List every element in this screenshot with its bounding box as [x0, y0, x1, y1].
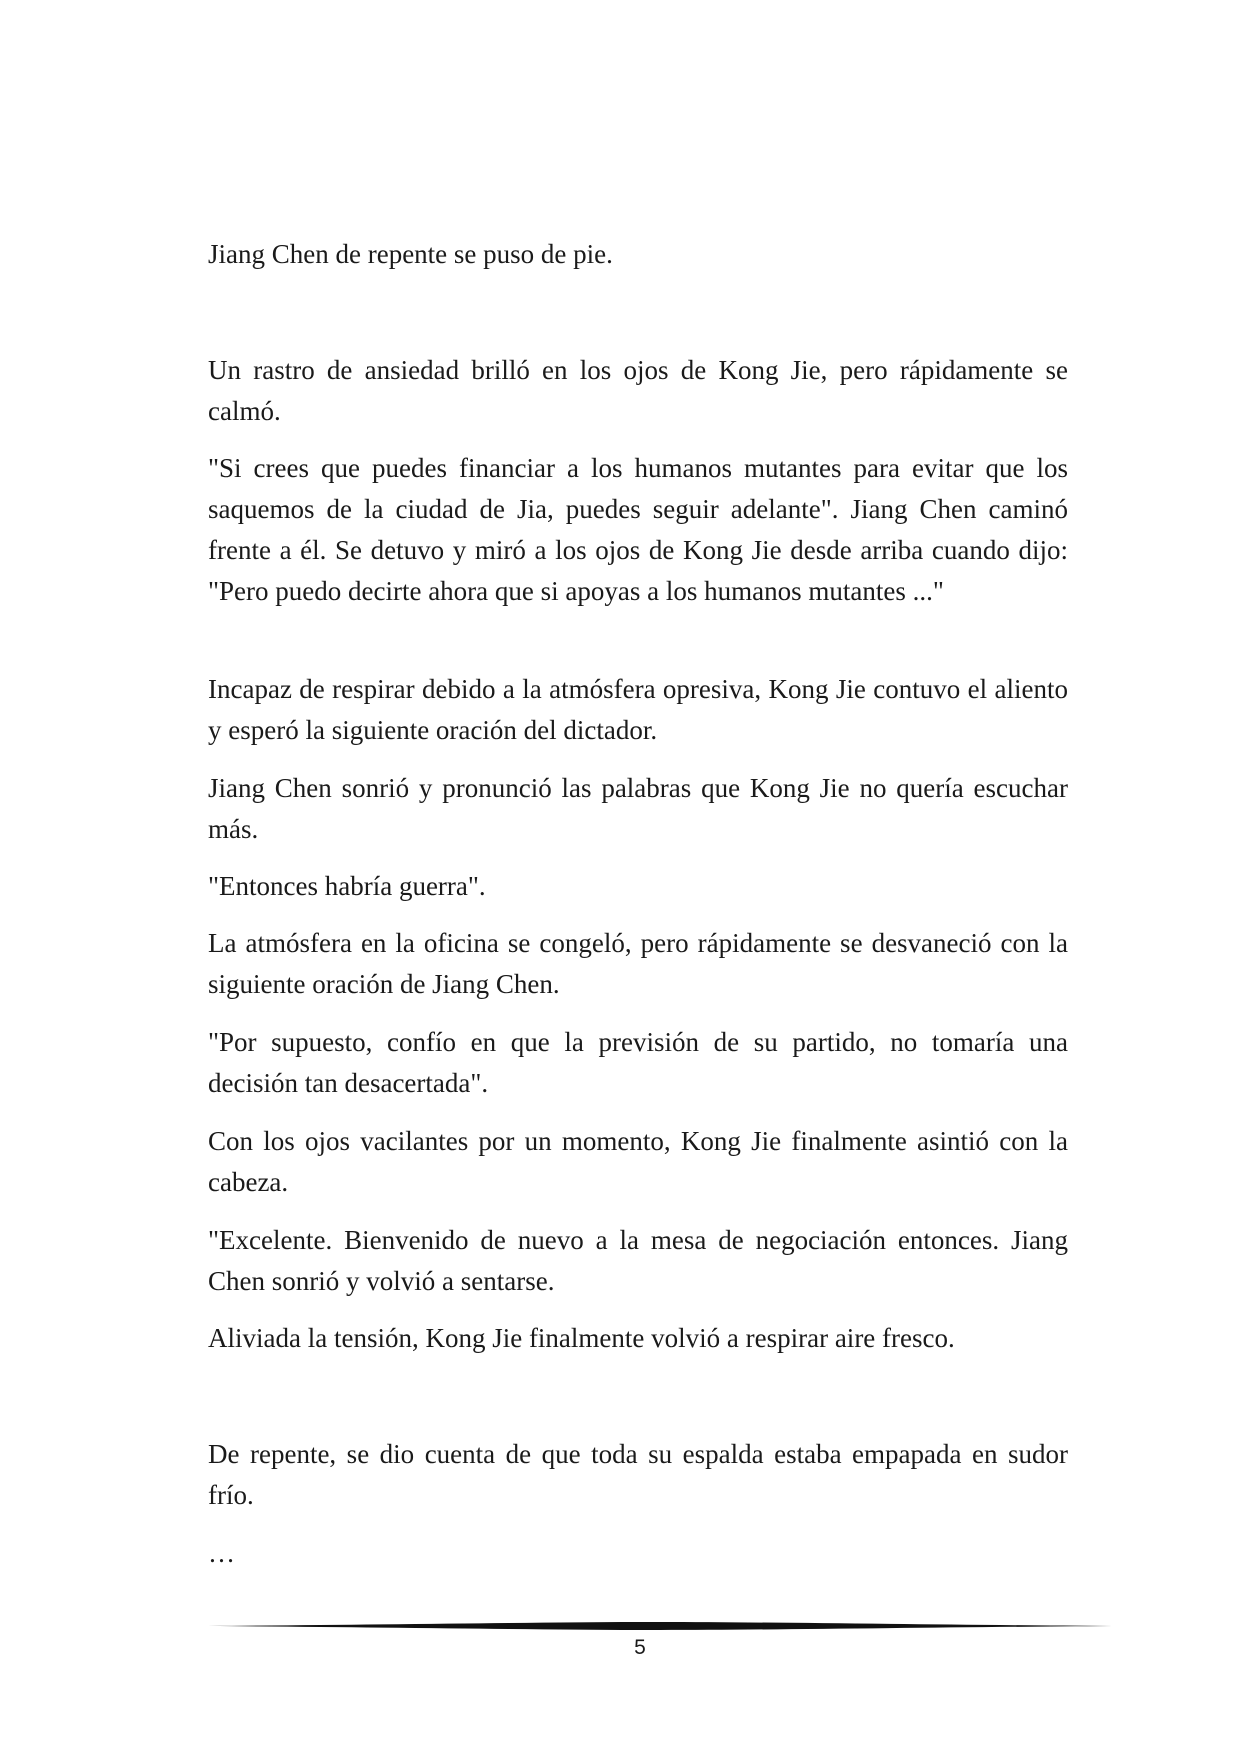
- paragraph-13: …: [208, 1538, 235, 1568]
- paragraph-1: Jiang Chen de repente se puso de pie.: [208, 239, 613, 269]
- paragraph-12: De repente, se dio cuenta de que toda su espalda estaba empapada en sudor frío.: [208, 1439, 1068, 1510]
- paragraph-9: Con los ojos vacilantes por un momento, Kong Jie finalmente asintió con la cabeza.: [208, 1126, 1068, 1197]
- paragraph-3: "Si crees que puedes financiar a los humanos mutantes para evitar que los saquemos de la ciudad de Jia, puedes seguir adelante". Jiang Chen caminó frente a él. Se detuvo y miró a los ojos de Kong Jie desde arriba cuando dijo: "Pero puedo decirte ahora que si apoyas a los humanos mutantes ...": [208, 453, 1068, 606]
- paragraph-7: La atmósfera en la oficina se congeló, pero rápidamente se desvaneció con la siguiente oración de Jiang Chen.: [208, 928, 1068, 999]
- paragraph-2: Un rastro de ansiedad brilló en los ojos de Kong Jie, pero rápidamente se calmó.: [208, 355, 1068, 426]
- footer-divider: [208, 1620, 1112, 1632]
- paragraph-5: Jiang Chen sonrió y pronunció las palabras que Kong Jie no quería escuchar más.: [208, 773, 1068, 844]
- page-number: 5: [634, 1636, 646, 1659]
- paragraph-10: "Excelente. Bienvenido de nuevo a la mesa de negociación entonces. Jiang Chen sonrió y volvió a sentarse.: [208, 1225, 1068, 1296]
- paragraph-8: "Por supuesto, confío en que la previsión de su partido, no tomaría una decisión tan desacertada".: [208, 1027, 1068, 1098]
- paragraph-11: Aliviada la tensión, Kong Jie finalmente volvió a respirar aire fresco.: [208, 1323, 955, 1353]
- paragraph-6: "Entonces habría guerra".: [208, 871, 486, 901]
- paragraph-4: Incapaz de respirar debido a la atmósfera opresiva, Kong Jie contuvo el aliento y esperó la siguiente oración del dictador.: [208, 674, 1068, 745]
